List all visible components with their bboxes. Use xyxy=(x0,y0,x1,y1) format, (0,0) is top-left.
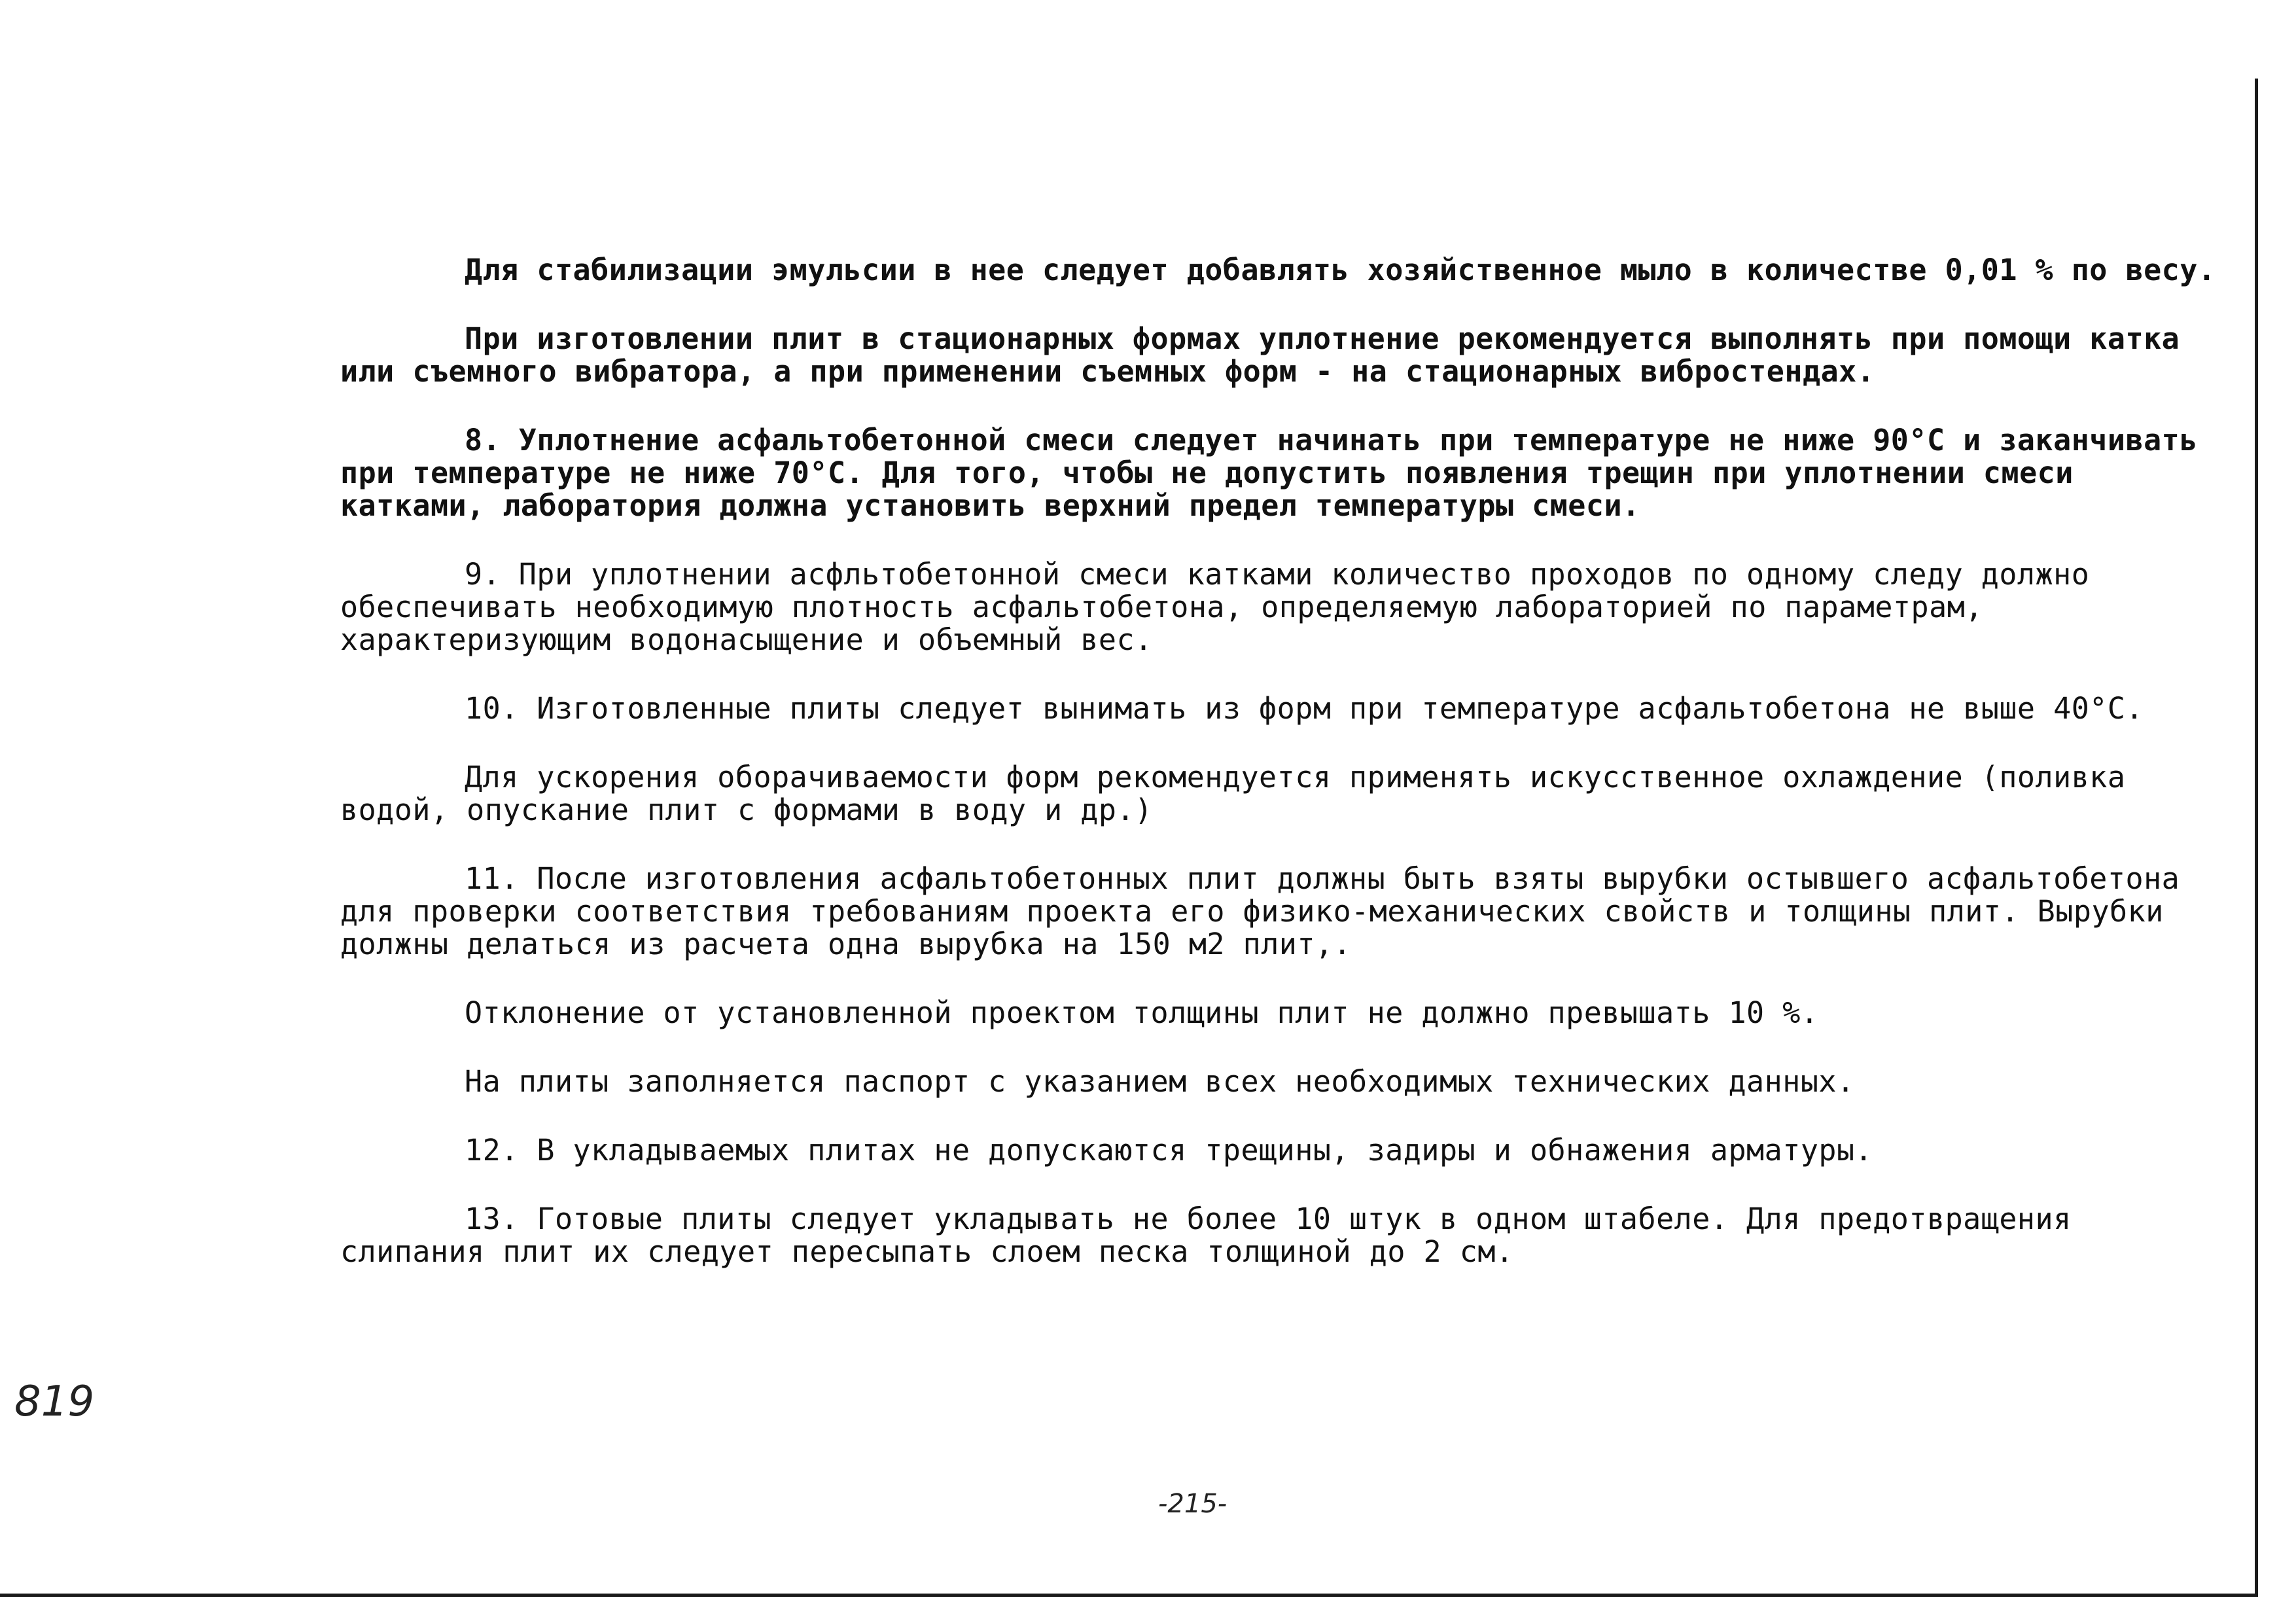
paragraph-thickness-deviation: Отклонение от установленной проектом толщины плит не должно превышать 10 %. xyxy=(465,995,1819,1030)
bottom-border-line xyxy=(0,1594,2258,1597)
paragraph-item-12: 12. В укладываемых плитах не допускаются трещины, задиры и обнажения арматуры. xyxy=(465,1133,1873,1168)
paragraph-item-8: 8. Уплотнение асфальтобетонной смеси следует начинать при температуре не ниже 90°С и заканчивать при температуре не ниже 70°С. Для того, чтобы не допустить появления трещин при уплотнении смеси катками, лаборатория должна установить верхний предел температуры смеси. xyxy=(340,423,2216,523)
document-body xyxy=(340,254,2225,1304)
paragraph-emulsion-stabilization: Для стабилизации эмульсии в нее следует добавлять хозяйственное мыло в количестве 0,01 % по весу. xyxy=(465,253,2216,287)
right-border-line xyxy=(2255,79,2258,1597)
handwritten-side-mark: 819 xyxy=(14,1378,95,1426)
paragraph-item-9: 9. При уплотнении асфльтобетонной смеси катками количество проходов по одному следу должно обеспечивать необходимую плотность асфальтобетона, определяемую лабораторией по параметрам, характеризующим водонасыщение и объемный вес. xyxy=(340,557,2108,657)
paragraph-compaction-methods: При изготовлении плит в стационарных формах уплотнение рекомендуется выполнять при помощи катка или съемного вибратора, а при применении съемных форм - на стационарных вибростендах. xyxy=(340,321,2198,389)
paragraph-item-13: 13. Готовые плиты следует укладывать не более 10 штук в одном штабеле. Для предотвращения слипания плит их следует пересыпать слоем песка толщиной до 2 см. xyxy=(340,1202,2090,1269)
page-number: -215- xyxy=(1158,1489,1227,1519)
paragraph-passport: На плиты заполняется паспорт с указанием всех необходимых технических данных. xyxy=(465,1064,1855,1099)
paragraph-item-11: 11. После изготовления асфальтобетонных плит должны быть взяты вырубки остывшего асфальтобетона для проверки соответствия требованиям проекта его физико-механических свойств и толщины плит. Вырубки должны делаться из расчета одна вырубка на 150 м2 плит,. xyxy=(340,861,2198,961)
paragraph-item-10: 10. Изготовленные плиты следует вынимать из форм при температуре асфальтобетона не выше 40°С. xyxy=(465,691,2144,726)
paragraph-form-cooling: Для ускорения оборачиваемости форм рекомендуется применять искусственное охлаждение (поливка водой, опускание плит с формами в воду и др.) xyxy=(340,760,2144,827)
